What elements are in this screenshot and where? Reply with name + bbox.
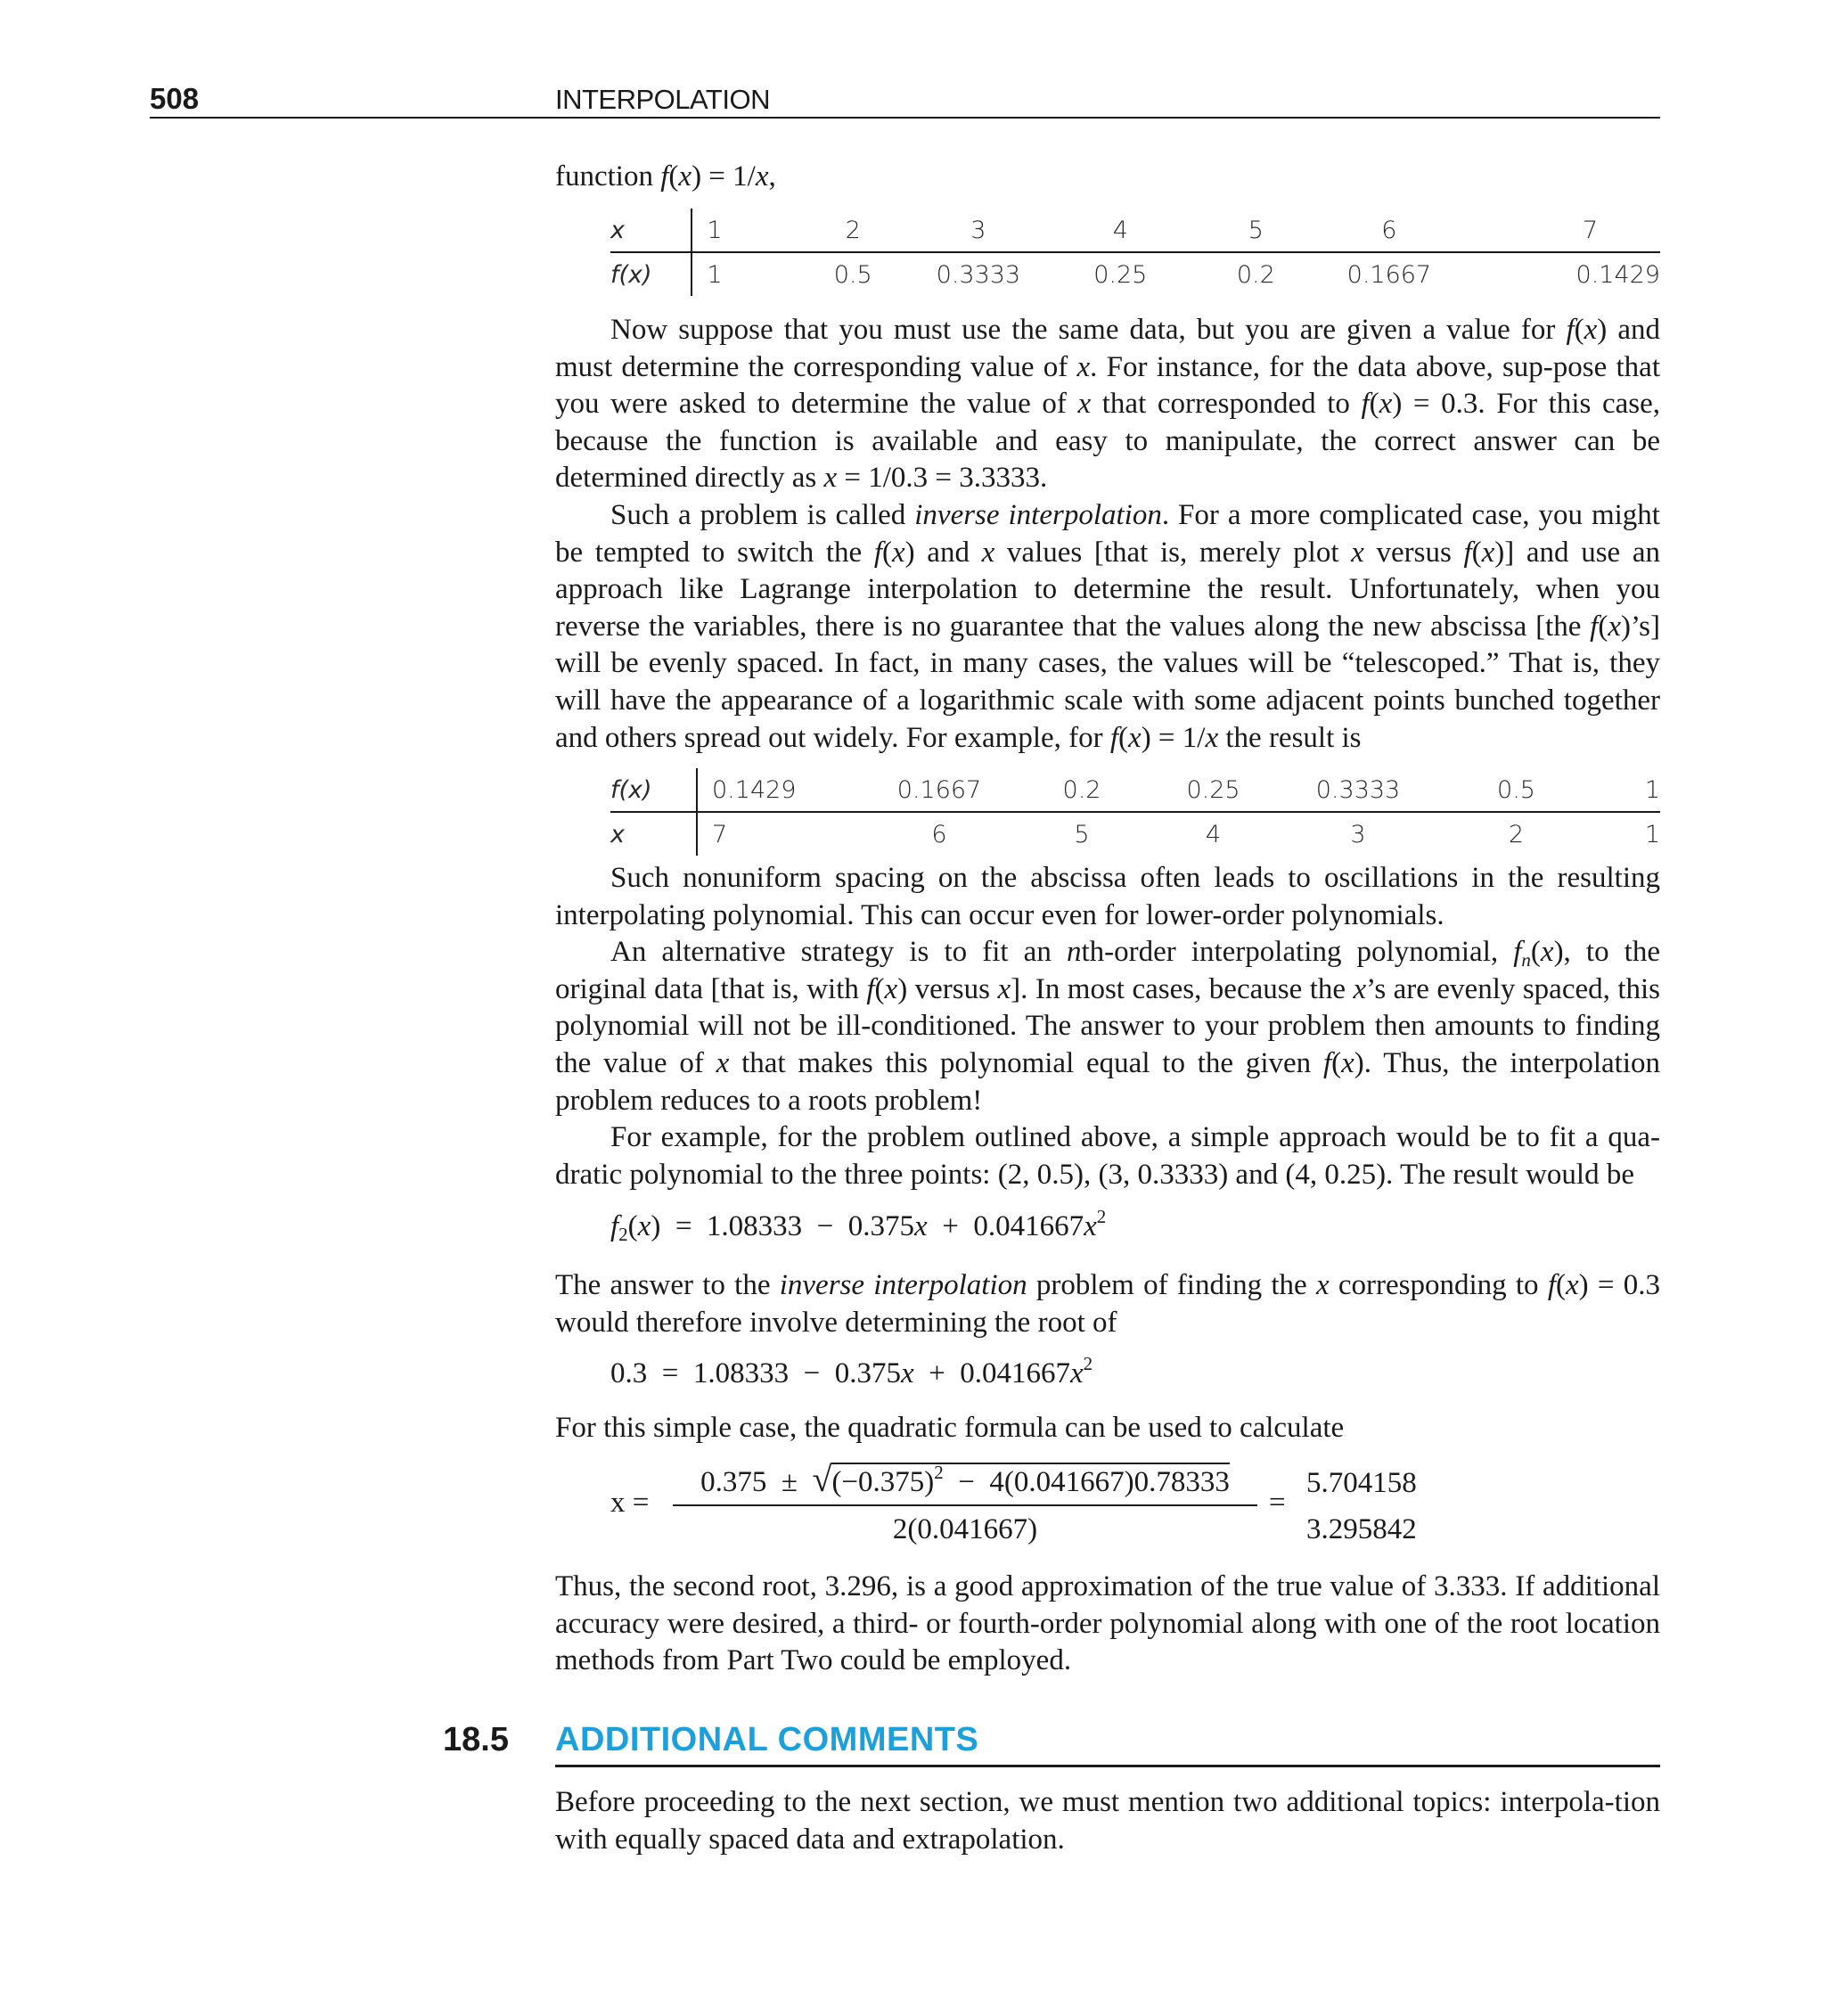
paragraph: For example, for the problem outlined above, a simple approach would be to fit a qua-dratic polynomial to the three points: (2, 0.5), (3, 0.3333) and (4, 0.25). The result would be — [555, 1121, 1660, 1191]
table-cell: 0.25 — [1093, 260, 1148, 289]
table-row — [610, 209, 1660, 252]
formula-lhs: x = — [610, 1487, 650, 1519]
paragraph: For this simple case, the quadratic formula can be used to calculate — [555, 1412, 1345, 1444]
section-title: ADDITIONAL COMMENTS — [555, 1721, 979, 1758]
paragraph: An alternative strategy is to fit an nth-order interpolating polynomial, $f_n(x)$, to the original data [that is, with f(x) versus x]. In most cases, because the x’s are evenly spaced, this polynomial will not be ill-conditioned. The answer to your problem then amounts to finding the value of x that makes this polynomial equal to the given f(x). Thus, the interpolation problem reduces to a roots problem! — [555, 936, 1661, 1117]
table-cell: 1 — [692, 209, 791, 252]
equation-root-of — [610, 1353, 1093, 1390]
running-title: INTERPOLATION — [555, 84, 770, 115]
paragraph-block-2 — [555, 860, 1660, 1193]
table-cell: 5 — [1199, 209, 1314, 252]
table-cell: 0.1429 — [1575, 260, 1660, 289]
row-label-fx: f(x) — [610, 768, 697, 812]
table-cell: 1 — [707, 260, 723, 289]
paragraph: Such a problem is called inverse interpolation. For a more complicated case, you might be tempted to switch the f(x) and x values [that is, merely plot x versus f(x)] and use an approach like Lagrange interpolation to determine the result. Unfortunately, when you reverse the variables, there is no guarantee that the values along the new abscissa [the f(x)’s] will be evenly spaced. In fact, in many cases, the values will be “telescoped.” That is, they will have the appearance of a logarithmic scale with some adjacent points bunched together and others spread out widely. For example, for f(x) = 1/x the result is — [555, 498, 1660, 754]
table-cell: 6 — [931, 820, 947, 848]
fraction-rule — [673, 1504, 1257, 1506]
equation-text: $0.3 = 1.08333 - 0.375x + 0.041667x^2$ — [610, 1353, 1093, 1389]
formula-denominator: 2(0.041667) — [892, 1513, 1038, 1545]
table-cell: 3 — [914, 209, 1043, 252]
paragraph-block-1 — [555, 312, 1660, 757]
table-cell: 0.5 — [833, 260, 872, 289]
page-number: 508 — [150, 82, 200, 115]
header-rule — [150, 117, 1660, 119]
formula-root1: 5.704158 — [1306, 1467, 1417, 1499]
paragraph: Before proceeding to the next section, we must mention two additional topics: interpola-tion with equally spaced data and extrapolation. — [555, 1786, 1660, 1856]
row-label-x: x — [610, 209, 692, 252]
table-row — [610, 252, 1660, 296]
equation-f2 — [610, 1206, 1107, 1245]
table-cell: 0.3333 — [936, 260, 1021, 289]
table-cell: 6 — [1314, 209, 1465, 252]
intro-line: function f(x) = 1/x, — [555, 160, 776, 193]
row-label-fx: f(x) — [610, 252, 692, 296]
table-cell: 0.5 — [1447, 768, 1585, 812]
table-fx-x — [610, 768, 1660, 856]
table-cell: 4 — [1043, 209, 1199, 252]
table-cell: 0.1429 — [697, 768, 872, 812]
paragraph-block-6 — [555, 1784, 1660, 1858]
row-label-x: x — [610, 812, 697, 856]
formula-equals: = — [1269, 1487, 1286, 1519]
table-cell: 0.2 — [1006, 768, 1158, 812]
equation-text: $f_2(x) = 1.08333 - 0.375x + 0.041667x^2$ — [610, 1206, 1107, 1245]
table-cell: 0.2 — [1236, 260, 1275, 289]
table-cell: 1 — [1644, 820, 1660, 848]
table-x-fx — [610, 209, 1660, 296]
formula-numerator — [673, 1458, 1257, 1500]
table-cell: 0.1667 — [1346, 260, 1432, 289]
paragraph-block-3 — [555, 1267, 1660, 1341]
table-cell: 3 — [1350, 820, 1366, 848]
table-cell: 2 — [791, 209, 914, 252]
numerator-text: $0.375 \pm √(-0.375)^2 - 4(0.041667)0.78333$ — [700, 1459, 1230, 1499]
paragraph: Such nonuniform spacing on the abscissa often leads to oscillations in the resulting interpolating polynomial. This can occur even for lower-order polynomials. — [555, 862, 1660, 931]
paragraph: Thus, the second root, 3.296, is a good approximation of the true value of 3.333. If additional accuracy were desired, a third- or fourth-order polynomial along with one of the root location methods from Part Two could be employed. — [555, 1570, 1660, 1677]
table-cell: 0.3333 — [1269, 768, 1447, 812]
paragraph-block-5 — [555, 1569, 1660, 1680]
paragraph: Now suppose that you must use the same data, but you are given a value for f(x) and must determine the corresponding value of x. For instance, for the data above, sup-pose that you were asked to determine the value of x that corresponded to f(x) = 0.3. For this case, because the function is available and easy to manipulate, the correct answer can be determined directly as x = 1/0.3 = 3.3333. — [555, 314, 1661, 495]
formula-root2: 3.295842 — [1306, 1513, 1417, 1545]
section-number: 18.5 — [443, 1721, 509, 1758]
table-cell: 2 — [1508, 820, 1525, 848]
paragraph: The answer to the inverse interpolation problem of finding the x corresponding to f(x) = 0.3 would therefore involve determining the root of — [555, 1269, 1660, 1339]
table-cell: 0.1667 — [872, 768, 1006, 812]
table-row — [610, 812, 1660, 856]
table-cell: 7 — [712, 820, 728, 848]
table-cell: 1 — [1585, 768, 1660, 812]
table-cell: 5 — [1074, 820, 1090, 848]
table-cell: 0.25 — [1158, 768, 1269, 812]
table-cell: 7 — [1465, 209, 1660, 252]
section-rule — [555, 1765, 1660, 1767]
table-row — [610, 768, 1660, 812]
table-cell: 4 — [1205, 820, 1222, 848]
paragraph-block-4 — [555, 1410, 1660, 1447]
